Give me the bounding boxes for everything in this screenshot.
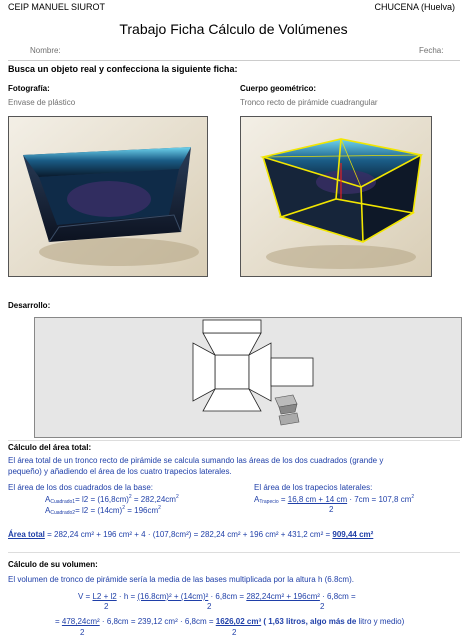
volume-intro: El volumen de tronco de pirámide sería la media de las bases multiplicada por la altura h (6.8cm). <box>8 575 354 584</box>
area-intro-line1: El área total de un tronco recto de pirámide se calcula sumando las áreas de los dos cuadrados (grande y <box>8 456 384 465</box>
squares-label: El área de los dos cuadrados de la base: <box>8 483 153 492</box>
frustum-photo <box>241 117 431 276</box>
date-label: Fecha: <box>419 46 444 55</box>
trapezoid-formula: $A_{Trapecio} = 16,8$ cm + 14 cm · 7cm = 107,8 $cm^2$ <box>254 494 415 505</box>
volume-divider <box>8 552 460 553</box>
square1-formula: $A_{Cuadrado1}= l2 = (16,8cm)^2 = 282,24cm^2$ <box>45 494 179 505</box>
geometric-photo-frame <box>240 116 432 277</box>
photo-value: Envase de plástico <box>8 98 76 107</box>
town-name: CHUCENA (Huelva) <box>374 2 455 12</box>
body-label: Cuerpo geométrico: <box>240 84 317 93</box>
total-area-formula: Área total = 282,24 cm² + 196 cm² + 4 · (107,8cm²) = 282,24 cm² + 196 cm² + 431,2 cm² = 909,44 cm² <box>8 530 374 539</box>
development-net <box>34 317 462 438</box>
volume-formula-line2: = 478,24cm² · 6,8cm = 239,12 cm² · 6,8cm = 1626,02 cm³ ( 1,63 litros, algo más de litro y medio) <box>55 617 405 626</box>
volume-den-4: 2 <box>80 628 85 637</box>
area-divider <box>8 440 460 441</box>
volume-den-5: 2 <box>232 628 237 637</box>
development-label: Desarrollo: <box>8 301 51 310</box>
school-name: CEIP MANUEL SIUROT <box>8 2 106 12</box>
page-title: Trabajo Ficha Cálculo de Volúmenes <box>119 21 348 37</box>
volume-den-3: 2 <box>320 602 325 611</box>
area-heading: Cálculo del área total: <box>8 443 92 452</box>
trapezoid-denominator: 2 <box>329 505 334 514</box>
body-value: Tronco recto de pirámide cuadrangular <box>240 98 378 107</box>
photo-label: Fotografía: <box>8 84 50 93</box>
name-label: Nombre: <box>30 46 61 55</box>
square2-formula: $A_{Cuadrado2}= l2 = (14cm)^2 = 196cm^2$ <box>45 505 161 516</box>
intro-heading: Busca un objeto real y confecciona la siguiente ficha: <box>8 64 238 74</box>
trapezoid-label: El área de los trapecios laterales: <box>254 483 373 492</box>
volume-heading: Cálculo de su volumen: <box>8 560 98 569</box>
area-intro-line2: pequeño) y añadiendo el área de los cuatro trapecios laterales. <box>8 467 232 476</box>
volume-den-1: 2 <box>104 602 109 611</box>
container-photo <box>9 117 207 276</box>
volume-den-2: 2 <box>207 602 212 611</box>
volume-formula-line1: V = L2 + l2 · h = (16.8cm)² + (14cm)² · 6,8cm = 282,24cm² + 196cm² · 6,8cm = <box>78 592 356 601</box>
frustum-net-drawing <box>35 318 461 437</box>
header-divider <box>8 60 460 61</box>
photo-frame <box>8 116 208 277</box>
